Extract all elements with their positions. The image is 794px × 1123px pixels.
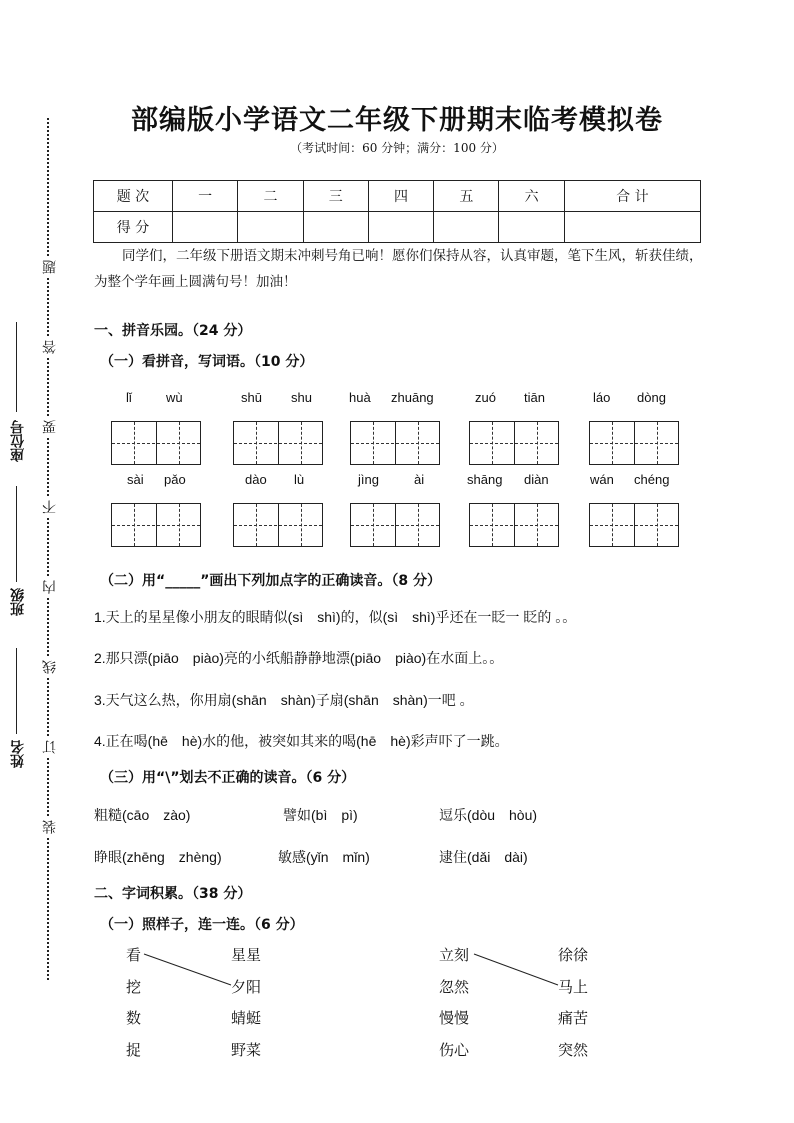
pinyin-syllable: zhuāng <box>391 390 434 405</box>
pinyin-syllable: huà <box>349 390 371 405</box>
match-word: 伤心 <box>439 1041 470 1059</box>
class-label: 班级 <box>10 588 26 616</box>
section-1-heading: 一、拼音乐园。（24 分） <box>94 323 252 339</box>
exam-info: （考试时间：60 分钟；满分：100 分） <box>290 141 504 155</box>
pinyin-syllable: jìng <box>358 472 379 487</box>
pinyin-syllable: dòng <box>637 390 666 405</box>
table-header-cell: 二 <box>238 181 303 212</box>
table-header-cell: 五 <box>434 181 499 212</box>
binding-char: 题 <box>42 260 58 274</box>
part-3-heading: （三）用“\”划去不正确的读音。（6 分） <box>100 770 356 786</box>
pinyin-syllable: shū <box>241 390 262 405</box>
match-word: 看 <box>126 946 142 964</box>
part-2-heading: （二）用“_____”画出下列加点字的正确读音。（8 分） <box>100 573 442 589</box>
binding-char: 装 <box>42 820 58 834</box>
match-word: 突然 <box>558 1041 589 1059</box>
pinyin-syllable: shāng <box>467 472 503 487</box>
example-match-line <box>144 954 231 985</box>
question-2: 2.那只漂(piāo piào)亮的小纸船静静地漂(piāo piào)在水面上。。 <box>94 650 504 666</box>
pinyin-syllable: wán <box>590 472 614 487</box>
match-word: 忽然 <box>439 978 470 996</box>
match-word: 挖 <box>126 978 142 996</box>
pinyin-syllable: tiān <box>524 390 545 405</box>
match-word: 立刻 <box>439 946 470 964</box>
pinyin-syllable: zuó <box>475 390 496 405</box>
pinyin-syllable: wù <box>166 390 183 405</box>
binding-char: 要 <box>42 420 58 434</box>
reading-item: 逮住(dǎi dài) <box>439 849 528 865</box>
match-word: 马上 <box>558 978 589 996</box>
match-word: 数 <box>126 1009 142 1027</box>
question-1: 1.天上的星星像小朋友的眼睛似(sì shì)的，似(sì shì)乎还在一眨一 眨的 。。 <box>94 609 577 625</box>
intro-paragraph: 同学们，二年级下册语文期末冲刺号角已响！愿你们保持从容，认真审题，笔下生风，斩获佳绩，为整个学年画上圆满句号！加油！ <box>94 248 703 290</box>
matching-heading: （一）照样子，连一连。（6 分） <box>100 917 304 933</box>
example-match-line <box>474 954 558 985</box>
pinyin-syllable: shu <box>291 390 312 405</box>
match-word: 野菜 <box>231 1041 262 1059</box>
binding-char: 内 <box>42 580 58 594</box>
table-header-cell: 三 <box>303 181 368 212</box>
match-word: 痛苦 <box>558 1009 589 1027</box>
pinyin-syllable: diàn <box>524 472 549 487</box>
match-word: 捉 <box>126 1041 142 1059</box>
table-header-cell: 一 <box>173 181 238 212</box>
part-1-heading: （一）看拼音，写词语。（10 分） <box>100 354 314 370</box>
reading-item: 譬如(bì pì) <box>283 807 358 823</box>
reading-item: 逗乐(dòu hòu) <box>439 807 538 823</box>
reading-item: 粗糙(cāo zào) <box>94 807 191 823</box>
match-word: 慢慢 <box>439 1009 470 1027</box>
pinyin-syllable: dào <box>245 472 267 487</box>
binding-char: 不 <box>42 500 58 514</box>
pinyin-syllable: pǎo <box>164 472 186 487</box>
table-header-cell: 题 次 <box>94 181 173 212</box>
table-header-cell: 合 计 <box>564 181 700 212</box>
reading-item: 敏感(yǐn mǐn) <box>278 849 370 865</box>
name-label: 姓名 <box>10 740 26 768</box>
pinyin-syllable: chéng <box>634 472 670 487</box>
pinyin-syllable: lǐ <box>126 390 132 405</box>
binding-char: 线 <box>42 660 58 674</box>
match-word: 夕阳 <box>231 978 262 996</box>
seat-number-label: 座位号 <box>10 420 26 462</box>
binding-char: 订 <box>42 740 58 754</box>
binding-char: 答 <box>42 340 58 354</box>
question-3: 3.天气这么热，你用扇(shān shàn)子扇(shān shàn)一吧 。 <box>94 692 474 708</box>
pinyin-syllable: ài <box>414 472 425 487</box>
match-word: 徐徐 <box>558 946 589 964</box>
reading-item: 睁眼(zhēng zhèng) <box>94 849 222 865</box>
section-2-heading: 二、字词积累。（38 分） <box>94 886 252 902</box>
question-4: 4.正在喝(hē hè)水的他，被突如其来的喝(hē hè)彩声吓了一跳。 <box>94 733 509 749</box>
pinyin-syllable: lù <box>294 472 305 487</box>
match-word: 蜻蜓 <box>231 1009 262 1027</box>
pinyin-syllable: láo <box>593 390 611 405</box>
page-title: 部编版小学语文二年级下册期末临考模拟卷 <box>131 105 663 136</box>
score-row-label: 得 分 <box>94 212 173 243</box>
pinyin-syllable: sài <box>127 472 144 487</box>
table-header-cell: 六 <box>499 181 564 212</box>
table-header-cell: 四 <box>368 181 433 212</box>
match-word: 星星 <box>231 946 262 964</box>
